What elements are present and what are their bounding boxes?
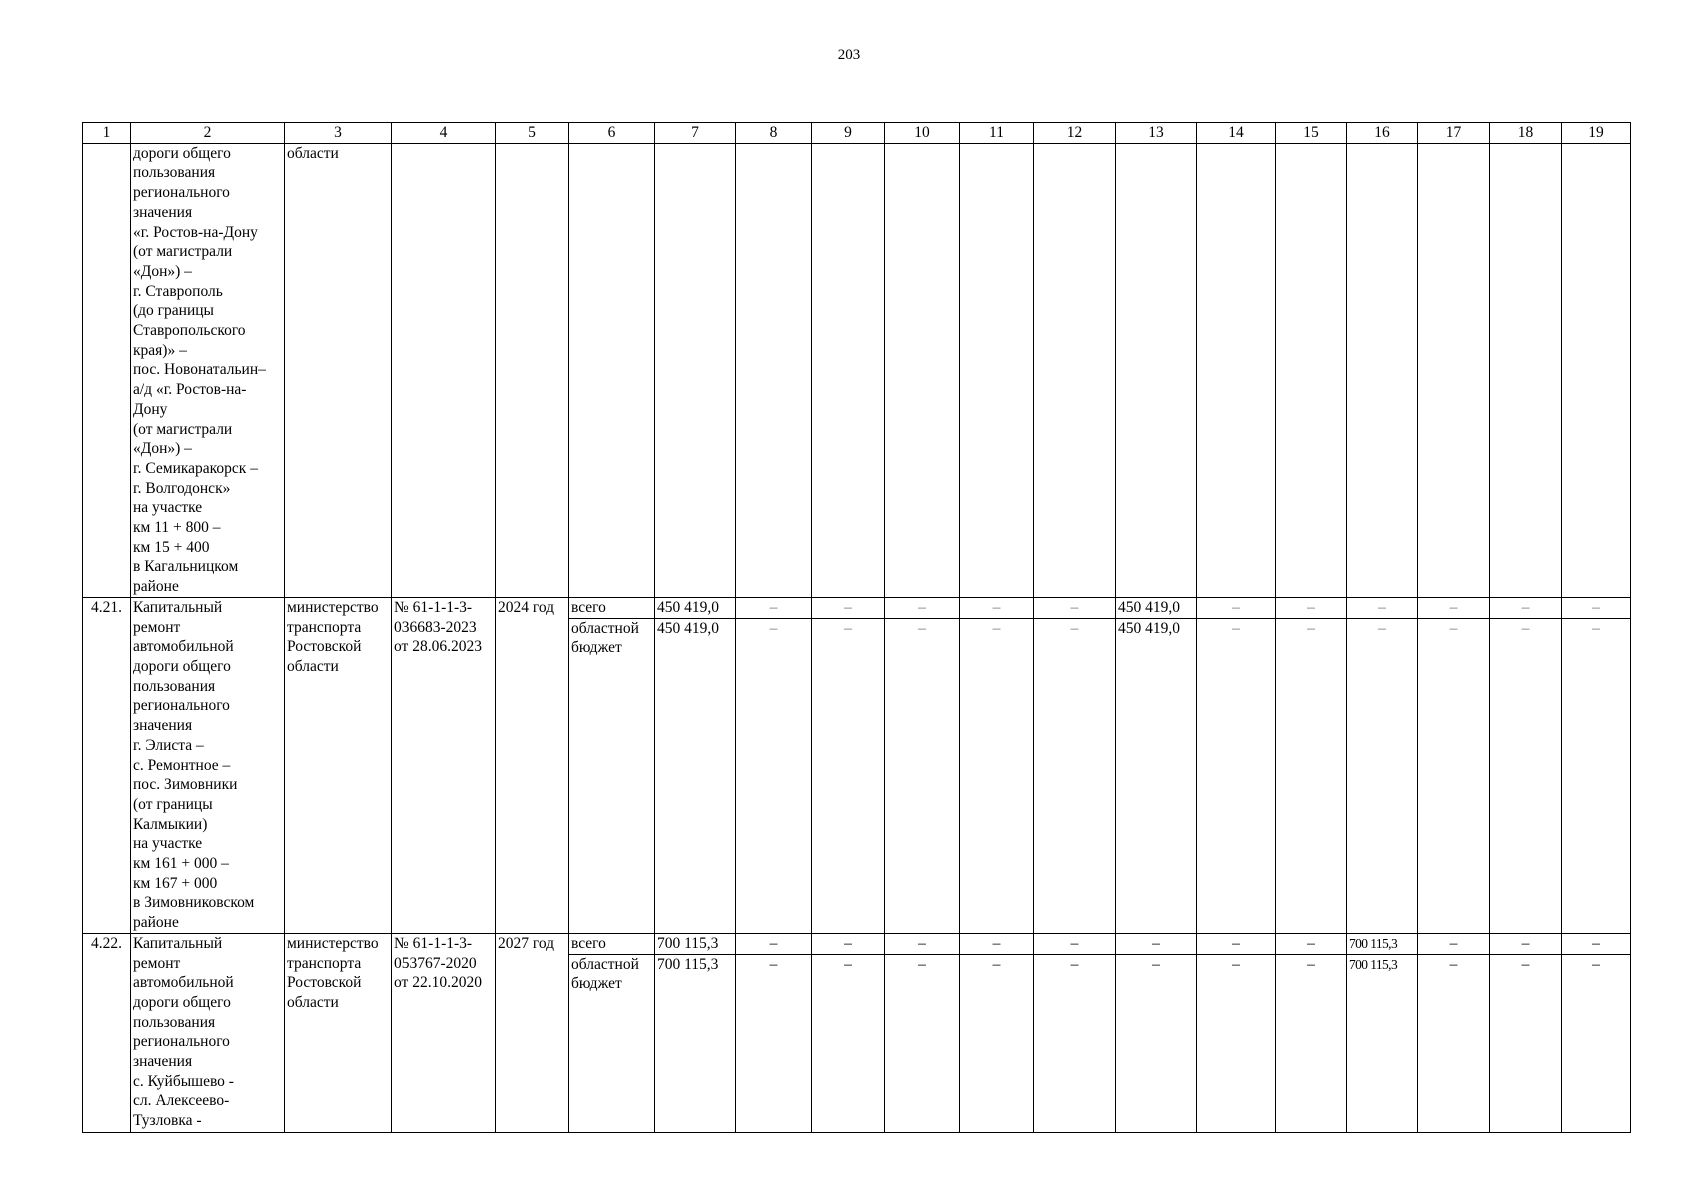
column-header: 6	[569, 123, 655, 144]
empty-cell	[1562, 143, 1631, 597]
table-row	[83, 933, 1631, 954]
organization-cell	[285, 143, 392, 597]
dash-cell: –	[1276, 618, 1347, 933]
dash-cell: –	[1562, 597, 1631, 618]
dash-cell: –	[885, 618, 960, 933]
dash-cell: –	[1490, 933, 1562, 954]
dash-cell: –	[1562, 618, 1631, 933]
column-header: 17	[1418, 123, 1490, 144]
text-line: дороги общего	[133, 657, 231, 675]
dash-cell: –	[1347, 597, 1418, 618]
text-line: края)» –	[133, 341, 187, 359]
year-cell: 2024 год	[496, 597, 569, 933]
empty-cell	[655, 143, 736, 597]
text-line: № 61-1-1-3-	[394, 934, 473, 952]
column-header: 14	[1197, 123, 1276, 144]
text-line: Ростовской	[287, 638, 362, 656]
dash-cell: –	[736, 597, 812, 618]
continuation-row	[83, 143, 1631, 597]
text-line: «Дон») –	[133, 262, 192, 280]
empty-cell	[736, 143, 812, 597]
text-line: г. Семикаракорск –	[133, 459, 258, 477]
dash-cell: –	[960, 933, 1034, 954]
text-line: дороги общего	[133, 144, 231, 162]
text-line: от 22.10.2020	[394, 974, 482, 992]
text-line: в Кагальницком	[133, 558, 239, 576]
text-line: пос. Зимовники	[133, 776, 238, 794]
table-row	[83, 597, 1631, 618]
text-line: ремонт	[133, 618, 181, 636]
funding-source-cell	[569, 933, 655, 954]
text-line: Дону	[133, 400, 168, 418]
text-line: «г. Ростов-на-Дону	[133, 223, 258, 241]
empty-cell	[496, 143, 569, 597]
empty-cell	[1276, 143, 1347, 597]
text-line: районе	[133, 914, 179, 932]
column-header: 7	[655, 123, 736, 144]
column-header: 2	[131, 123, 285, 144]
text-line: 036683-2023	[394, 618, 477, 636]
column-header: 15	[1276, 123, 1347, 144]
dash-cell: –	[1418, 597, 1490, 618]
text-line: км 167 + 000	[133, 874, 218, 892]
dash-cell: –	[1276, 954, 1347, 1132]
empty-cell	[885, 143, 960, 597]
text-line: Капитальный	[133, 934, 223, 952]
empty-cell	[1418, 143, 1490, 597]
dash-cell: –	[1490, 954, 1562, 1132]
text-line: районе	[133, 578, 179, 596]
amount-cell: 450 419,0	[1116, 618, 1197, 933]
column-header: 5	[496, 123, 569, 144]
text-line: Тузловка -	[133, 1112, 202, 1130]
page-number: 203	[837, 47, 861, 63]
dash-cell: –	[960, 954, 1034, 1132]
text-line: значения	[133, 1053, 193, 1071]
text-line: пользования	[133, 1013, 216, 1031]
empty-cell	[569, 143, 655, 597]
empty-cell	[1197, 143, 1276, 597]
object-name-cell	[131, 143, 285, 597]
dash-cell: –	[1034, 954, 1116, 1132]
column-header: 9	[812, 123, 885, 144]
text-line: (от границы	[133, 795, 213, 813]
text-line: Капитальный	[133, 598, 223, 616]
row-number: 4.22.	[83, 933, 131, 1132]
dash-cell: –	[1276, 933, 1347, 954]
text-line: автомобильной	[133, 974, 234, 992]
text-line: в Зимовниковском	[133, 894, 255, 912]
total-amount-cell: 700 115,3	[655, 954, 736, 1132]
text-line: Ростовской	[287, 974, 362, 992]
text-line: ремонт	[133, 954, 181, 972]
dash-cell: –	[1562, 954, 1631, 1132]
text-line: бюджет	[571, 639, 622, 657]
dash-cell: –	[812, 933, 885, 954]
text-line: пос. Новонатальин–	[133, 361, 266, 379]
dash-cell: –	[1034, 933, 1116, 954]
dash-cell: –	[885, 933, 960, 954]
total-amount-cell: 450 419,0	[655, 597, 736, 618]
text-line: на участке	[133, 835, 203, 853]
text-line: регионального	[133, 1033, 230, 1051]
text-line: Ставропольского	[133, 322, 246, 340]
column-header: 10	[885, 123, 960, 144]
funding-source-cell	[569, 618, 655, 933]
text-line: на участке	[133, 499, 203, 517]
text-line: бюджет	[571, 975, 622, 993]
empty-cell	[392, 143, 496, 597]
text-line: от 28.06.2023	[394, 638, 482, 656]
dash-cell: –	[960, 597, 1034, 618]
text-line: с. Куйбышево -	[133, 1072, 234, 1090]
dash-cell: –	[736, 933, 812, 954]
funding-source-cell	[569, 954, 655, 1132]
dash-cell: –	[1197, 597, 1276, 618]
dash-cell: –	[1034, 618, 1116, 933]
funding-source-cell	[569, 597, 655, 618]
dash-cell: –	[960, 618, 1034, 933]
text-line: значения	[133, 717, 193, 735]
column-header: 18	[1490, 123, 1562, 144]
empty-cell	[83, 143, 131, 597]
text-line: областной	[571, 955, 639, 973]
dash-cell: –	[1197, 618, 1276, 933]
text-line: министерство	[287, 598, 379, 616]
column-header: 11	[960, 123, 1034, 144]
column-header: 4	[392, 123, 496, 144]
dash-cell: –	[1116, 954, 1197, 1132]
amount-cell: 450 419,0	[1116, 597, 1197, 618]
column-header: 12	[1034, 123, 1116, 144]
text-line: области	[287, 993, 339, 1011]
column-header: 16	[1347, 123, 1418, 144]
text-line: транспорта	[287, 954, 362, 972]
amount-cell: 700 115,3	[1347, 933, 1418, 954]
column-header: 1	[83, 123, 131, 144]
row-number: 4.21.	[83, 597, 131, 933]
empty-cell	[1490, 143, 1562, 597]
organization-cell	[285, 597, 392, 933]
text-line: г. Элиста –	[133, 736, 204, 754]
dash-cell: –	[1490, 597, 1562, 618]
text-line: (от магистрали	[133, 243, 233, 261]
dash-cell: –	[736, 954, 812, 1132]
column-header: 3	[285, 123, 392, 144]
text-line: регионального	[133, 184, 230, 202]
text-line: км 15 + 400	[133, 538, 210, 556]
text-line: км 161 + 000 –	[133, 855, 229, 873]
text-line: Калмыкии)	[133, 815, 208, 833]
text-line: областной	[571, 619, 639, 637]
dash-cell: –	[812, 618, 885, 933]
dash-cell: –	[1418, 933, 1490, 954]
text-line: министерство	[287, 934, 379, 952]
dash-cell: –	[1034, 597, 1116, 618]
dash-cell: –	[1562, 933, 1631, 954]
total-amount-cell: 450 419,0	[655, 618, 736, 933]
dash-cell: –	[1116, 933, 1197, 954]
text-line: км 11 + 800 –	[133, 519, 221, 537]
text-line: 053767-2020	[394, 954, 477, 972]
dash-cell: –	[885, 597, 960, 618]
dash-cell: –	[1276, 597, 1347, 618]
document-cell	[392, 933, 496, 1132]
object-name-cell	[131, 933, 285, 1132]
dash-cell: –	[1418, 954, 1490, 1132]
text-line: сл. Алексеево-	[133, 1092, 230, 1110]
text-line: автомобильной	[133, 638, 234, 656]
text-line: № 61-1-1-3-	[394, 598, 473, 616]
document-cell	[392, 597, 496, 933]
empty-cell	[1116, 143, 1197, 597]
header-row	[83, 123, 1631, 144]
column-header: 8	[736, 123, 812, 144]
text-line: г. Волгодонск»	[133, 479, 231, 497]
dash-cell: –	[736, 618, 812, 933]
column-header: 19	[1562, 123, 1631, 144]
text-line: области	[287, 657, 339, 675]
text-line: (от магистрали	[133, 420, 233, 438]
dash-cell: –	[1490, 618, 1562, 933]
text-line: пользования	[133, 164, 216, 182]
dash-cell: –	[1418, 618, 1490, 933]
text-line: значения	[133, 203, 193, 221]
amount-cell: 700 115,3	[1347, 954, 1418, 1132]
year-cell: 2027 год	[496, 933, 569, 1132]
budget-table	[82, 122, 1631, 1133]
dash-cell: –	[1197, 954, 1276, 1132]
text-line: г. Ставрополь	[133, 282, 223, 300]
text-line: транспорта	[287, 618, 362, 636]
dash-cell: –	[1347, 618, 1418, 933]
dash-cell: –	[885, 954, 960, 1132]
empty-cell	[960, 143, 1034, 597]
total-amount-cell: 700 115,3	[655, 933, 736, 954]
text-line: «Дон») –	[133, 440, 192, 458]
text-line: с. Ремонтное –	[133, 756, 231, 774]
text-line: всего	[571, 598, 606, 616]
empty-cell	[1034, 143, 1116, 597]
text-line: пользования	[133, 677, 216, 695]
empty-cell	[812, 143, 885, 597]
text-line: а/д «г. Ростов-на-	[133, 381, 247, 399]
text-line: области	[287, 144, 339, 162]
text-line: всего	[571, 934, 606, 952]
organization-cell	[285, 933, 392, 1132]
dash-cell: –	[812, 597, 885, 618]
text-line: дороги общего	[133, 993, 231, 1011]
text-line: регионального	[133, 697, 230, 715]
object-name-cell	[131, 597, 285, 933]
text-line: (до границы	[133, 302, 214, 320]
column-header: 13	[1116, 123, 1197, 144]
empty-cell	[1347, 143, 1418, 597]
dash-cell: –	[1197, 933, 1276, 954]
dash-cell: –	[812, 954, 885, 1132]
